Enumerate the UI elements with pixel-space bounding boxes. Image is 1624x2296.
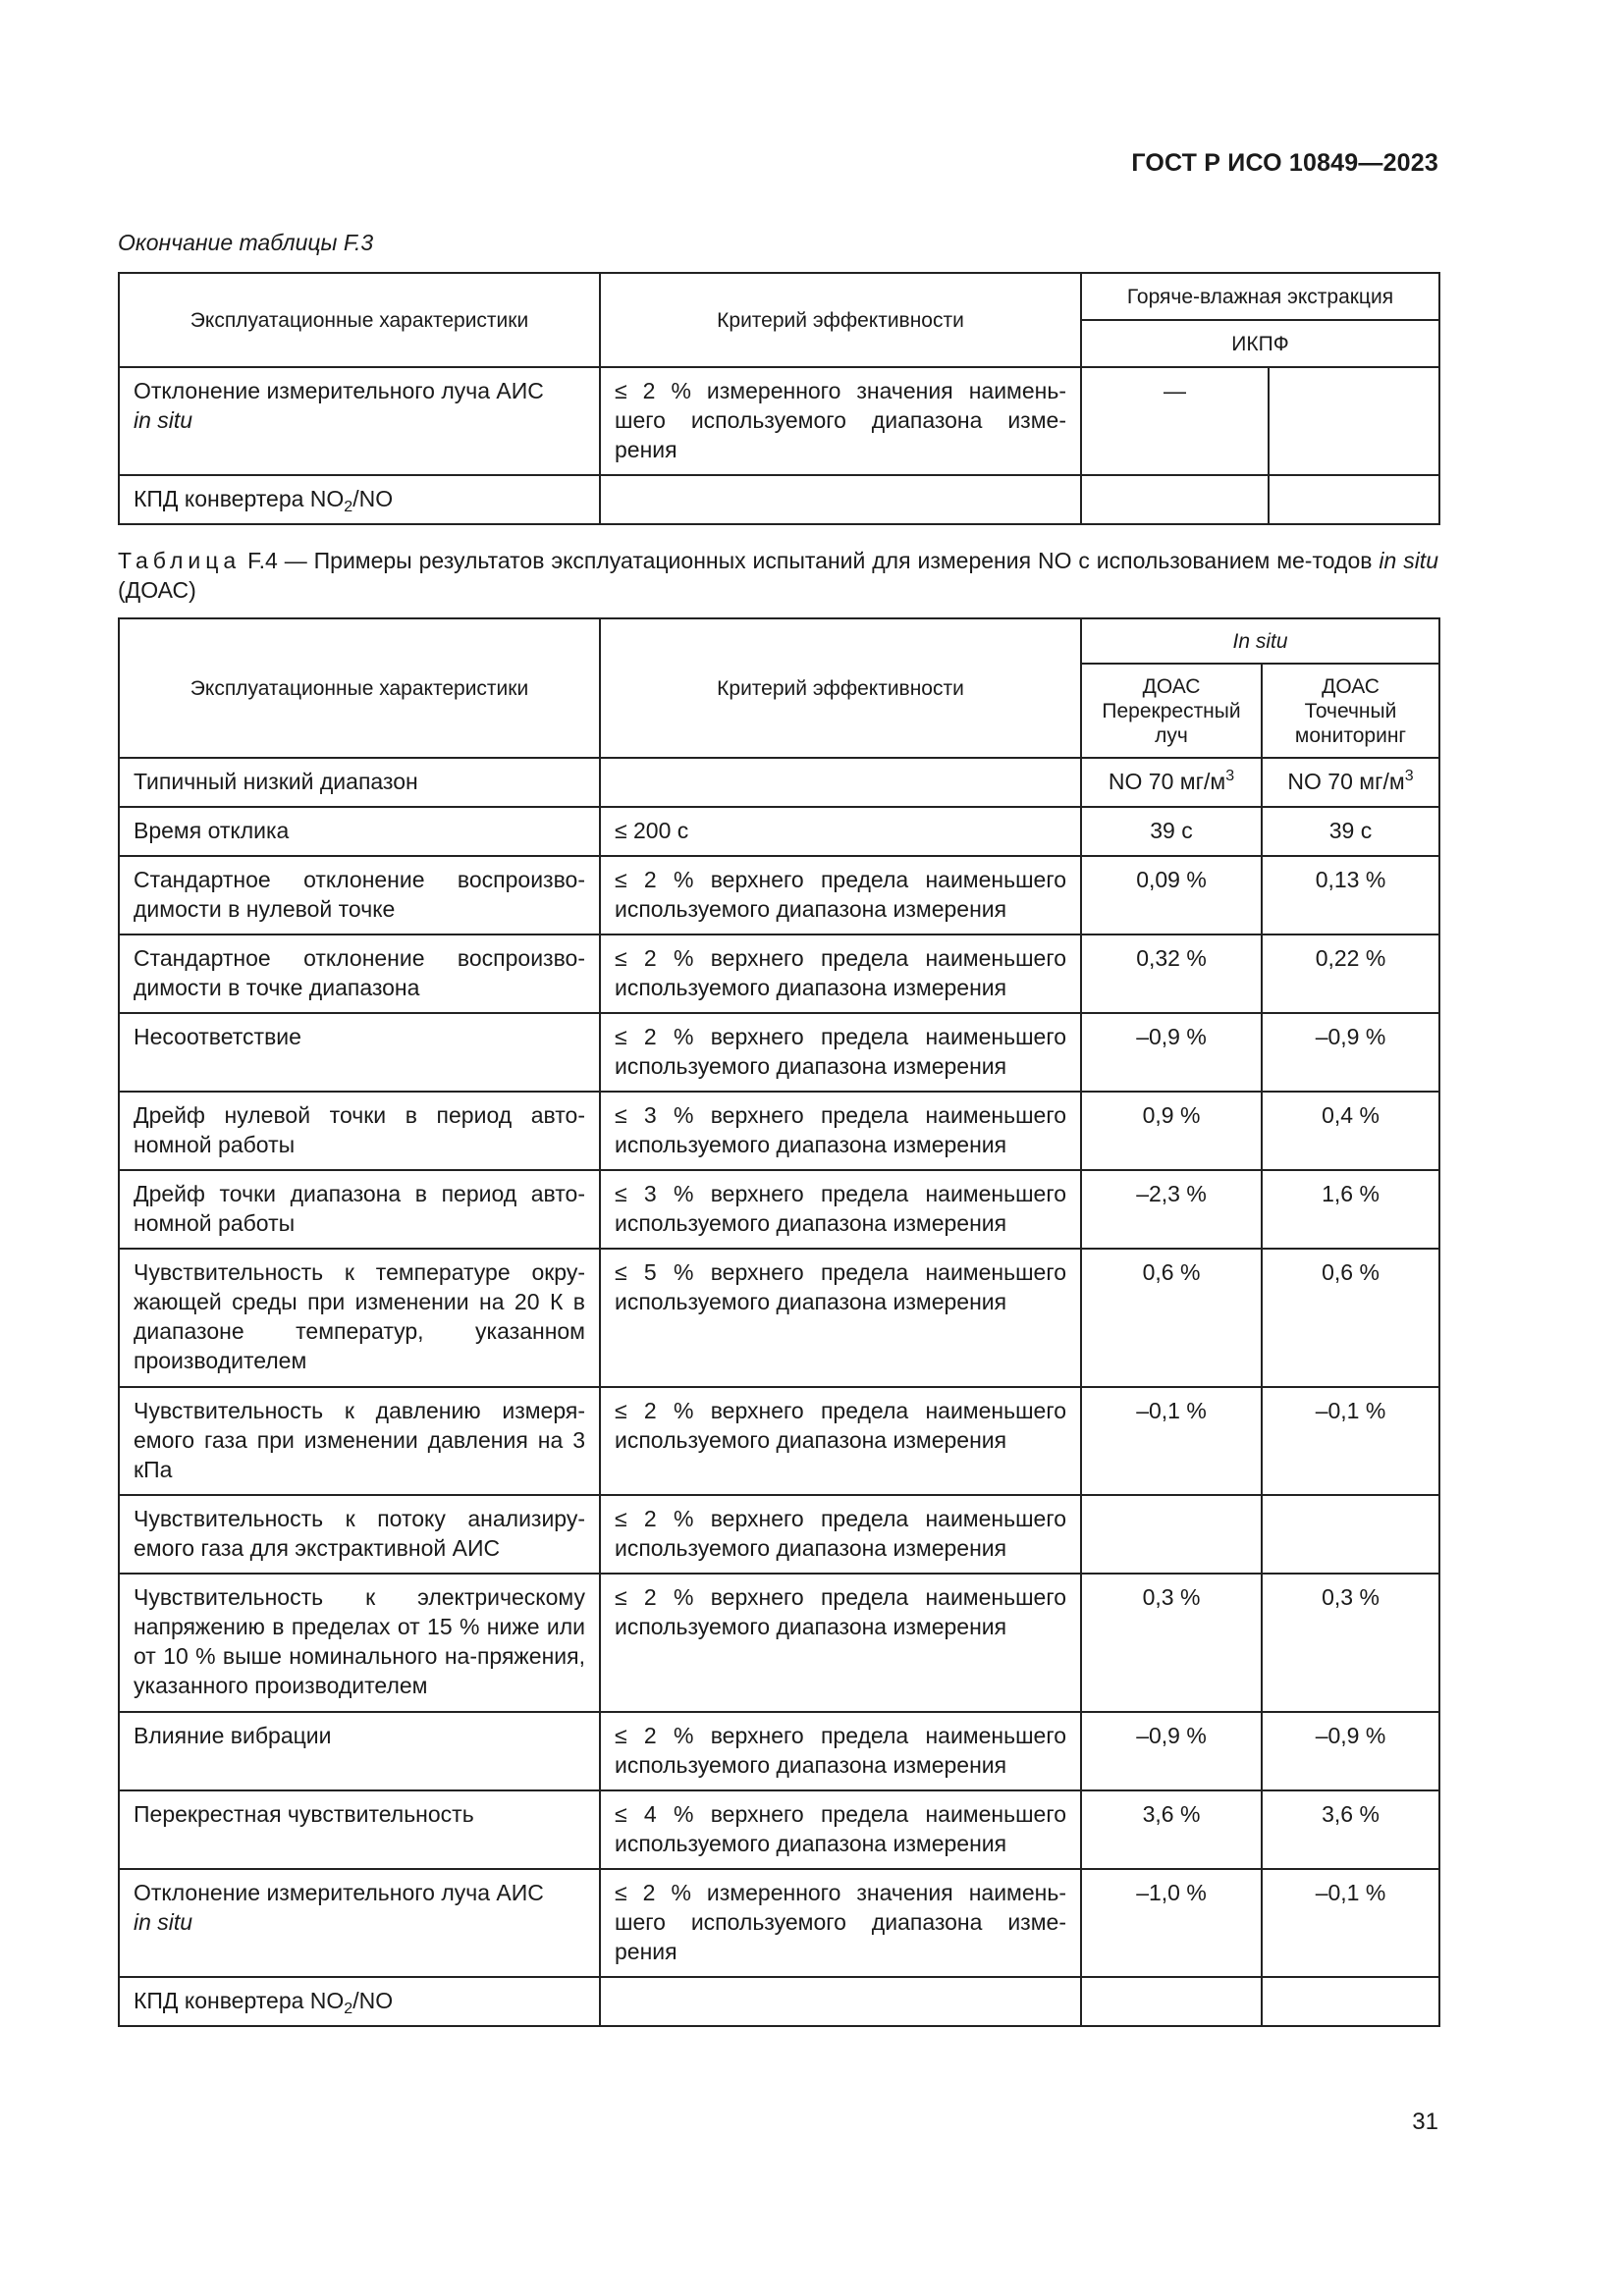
table-row (119, 1092, 1439, 1170)
row-name: Перекрестная чувствительность (119, 1790, 600, 1869)
row-name: КПД конвертера $NO_2/NO$ (119, 1977, 600, 2026)
document-header: ГОСТ Р ИСО 10849—2023 (1131, 149, 1438, 177)
row-value-1: 3,6 % (1081, 1790, 1262, 1869)
row-value-1 (1081, 1977, 1262, 2026)
table-row (119, 1977, 1439, 2026)
header-characteristics: Эксплуатационные характеристики (119, 273, 600, 367)
row-value-2 (1262, 1495, 1439, 1574)
row-name: Дрейф точки диапазона в период авто-номной работы (119, 1170, 600, 1249)
row-value-2: –0,9 % (1262, 1712, 1439, 1790)
row-criterion: ≤ 5 % верхнего предела наименьшего используемого диапазона измерения (600, 1249, 1081, 1387)
row-value-1: 0,32 % (1081, 934, 1262, 1013)
row-value-2: 0,4 % (1262, 1092, 1439, 1170)
row-criterion: ≤ 3 % верхнего предела наименьшего используемого диапазона измерения (600, 1170, 1081, 1249)
table-row (119, 807, 1439, 856)
row-name: Чувствительность к электрическому напряжению в пределах от 15 % ниже или от 10 % выше номинального на-пряжения, указанного производителем (119, 1574, 600, 1712)
row-criterion: ≤ 4 % верхнего предела наименьшего используемого диапазона измерения (600, 1790, 1081, 1869)
header-criterion: Критерий эффективности (600, 273, 1081, 367)
row-value-2: 0,3 % (1262, 1574, 1439, 1712)
row-value-1: 0,09 % (1081, 856, 1262, 934)
row-name: Дрейф нулевой точки в период авто-номной работы (119, 1092, 600, 1170)
table-row (119, 1869, 1439, 1977)
row-criterion: ≤ 2 % верхнего предела наименьшего используемого диапазона измерения (600, 856, 1081, 934)
row-name: Отклонение измерительного луча АИС in situ (119, 1869, 600, 1977)
row-value-2: –0,1 % (1262, 1869, 1439, 1977)
row-criterion: ≤ 2 % верхнего предела наименьшего используемого диапазона измерения (600, 934, 1081, 1013)
row-value-1: –1,0 % (1081, 1869, 1262, 1977)
table-f3 (118, 272, 1440, 525)
row-value-1: –0,1 % (1081, 1387, 1262, 1495)
row-value-1: 39 с (1081, 807, 1262, 856)
header-in-situ: In situ (1081, 618, 1439, 664)
row-value-2: NO 70 $мг/м^3$ (1262, 758, 1439, 807)
row-value-1: 0,6 % (1081, 1249, 1262, 1387)
table-row (119, 856, 1439, 934)
row-value-1 (1081, 475, 1269, 524)
row-criterion: ≤ 2 % измеренного значения наимень-шего используемого диапазона изме-рения (600, 1869, 1081, 1977)
row-value-2: 0,13 % (1262, 856, 1439, 934)
row-value-2: –0,1 % (1262, 1387, 1439, 1495)
row-value-2 (1269, 367, 1439, 475)
row-value-2 (1262, 1977, 1439, 2026)
row-criterion: ≤ 2 % верхнего предела наименьшего используемого диапазона измерения (600, 1712, 1081, 1790)
page-number: 31 (1412, 2109, 1438, 2135)
table-row (119, 758, 1439, 807)
row-value-1: NO 70 $мг/м^3$ (1081, 758, 1262, 807)
row-name: Несоответствие (119, 1013, 600, 1092)
row-criterion: ≤ 2 % верхнего предела наименьшего используемого диапазона измерения (600, 1013, 1081, 1092)
row-value-2: 0,6 % (1262, 1249, 1439, 1387)
row-criterion: ≤ 2 % верхнего предела наименьшего используемого диапазона измерения (600, 1495, 1081, 1574)
row-criterion (600, 758, 1081, 807)
header-extraction-group: Горяче-влажная экстракция (1081, 273, 1439, 320)
header-ikpf: ИКПФ (1081, 320, 1439, 367)
table-f4-caption: Таблица F.4 — Примеры результатов эксплуатационных испытаний для измерения NO с использованием ме-тодов in situ (ДОАС) (118, 548, 1438, 603)
table-row (119, 1495, 1439, 1574)
table-row (119, 1574, 1439, 1712)
table-f4 (118, 617, 1440, 2027)
row-value-1: 0,9 % (1081, 1092, 1262, 1170)
row-name: КПД конвертера $NO_2/NO$ (119, 475, 600, 524)
header-doas-cross-beam: ДОАС Перекрестный луч (1081, 664, 1262, 758)
row-value-1: –2,3 % (1081, 1170, 1262, 1249)
row-name: Чувствительность к температуре окру-жающей среды при изменении на 20 К в диапазоне температур, указанном производителем (119, 1249, 600, 1387)
row-value-2: –0,9 % (1262, 1013, 1439, 1092)
row-value-2: 0,22 % (1262, 934, 1439, 1013)
table-f3-caption: Окончание таблицы F.3 (118, 230, 374, 255)
table-row (119, 367, 1439, 475)
row-name: Стандартное отклонение воспроизво-димости в точке диапазона (119, 934, 600, 1013)
row-name: Стандартное отклонение воспроизво-димости в нулевой точке (119, 856, 600, 934)
row-name: Влияние вибрации (119, 1712, 600, 1790)
row-value-1: –0,9 % (1081, 1712, 1262, 1790)
row-name: Отклонение измерительного луча АИС in situ (119, 367, 600, 475)
table-row (119, 934, 1439, 1013)
table-row (119, 1249, 1439, 1387)
table-row (119, 1387, 1439, 1495)
row-criterion (600, 475, 1081, 524)
row-criterion (600, 1977, 1081, 2026)
row-value-2: 3,6 % (1262, 1790, 1439, 1869)
row-value-2: 39 с (1262, 807, 1439, 856)
table-row (119, 1170, 1439, 1249)
header-criterion: Критерий эффективности (600, 618, 1081, 758)
header-characteristics: Эксплуатационные характеристики (119, 618, 600, 758)
row-name: Время отклика (119, 807, 600, 856)
row-criterion: ≤ 2 % верхнего предела наименьшего используемого диапазона измерения (600, 1387, 1081, 1495)
row-name: Типичный низкий диапазон (119, 758, 600, 807)
row-value-1 (1081, 1495, 1262, 1574)
in-situ-label: in situ (134, 407, 193, 433)
in-situ-label: in situ (134, 1909, 193, 1935)
table-row (119, 1013, 1439, 1092)
row-criterion: ≤ 2 % верхнего предела наименьшего используемого диапазона измерения (600, 1574, 1081, 1712)
row-value-1: –0,9 % (1081, 1013, 1262, 1092)
header-doas-point: ДОАС Точечный мониторинг (1262, 664, 1439, 758)
row-criterion: ≤ 2 % измеренного значения наимень-шего используемого диапазона изме-рения (600, 367, 1081, 475)
row-value-1: 0,3 % (1081, 1574, 1262, 1712)
row-value-2 (1269, 475, 1439, 524)
row-criterion: ≤ 3 % верхнего предела наименьшего используемого диапазона измерения (600, 1092, 1081, 1170)
row-name: Чувствительность к давлению измеря-емого газа при изменении давления на 3 кПа (119, 1387, 600, 1495)
row-value-2: 1,6 % (1262, 1170, 1439, 1249)
row-criterion: ≤ 200 с (600, 807, 1081, 856)
row-value-1: — (1081, 367, 1269, 475)
table-row (119, 475, 1439, 524)
table-row (119, 1790, 1439, 1869)
table-row (119, 1712, 1439, 1790)
row-name: Чувствительность к потоку анализиру-емого газа для экстрактивной АИС (119, 1495, 600, 1574)
